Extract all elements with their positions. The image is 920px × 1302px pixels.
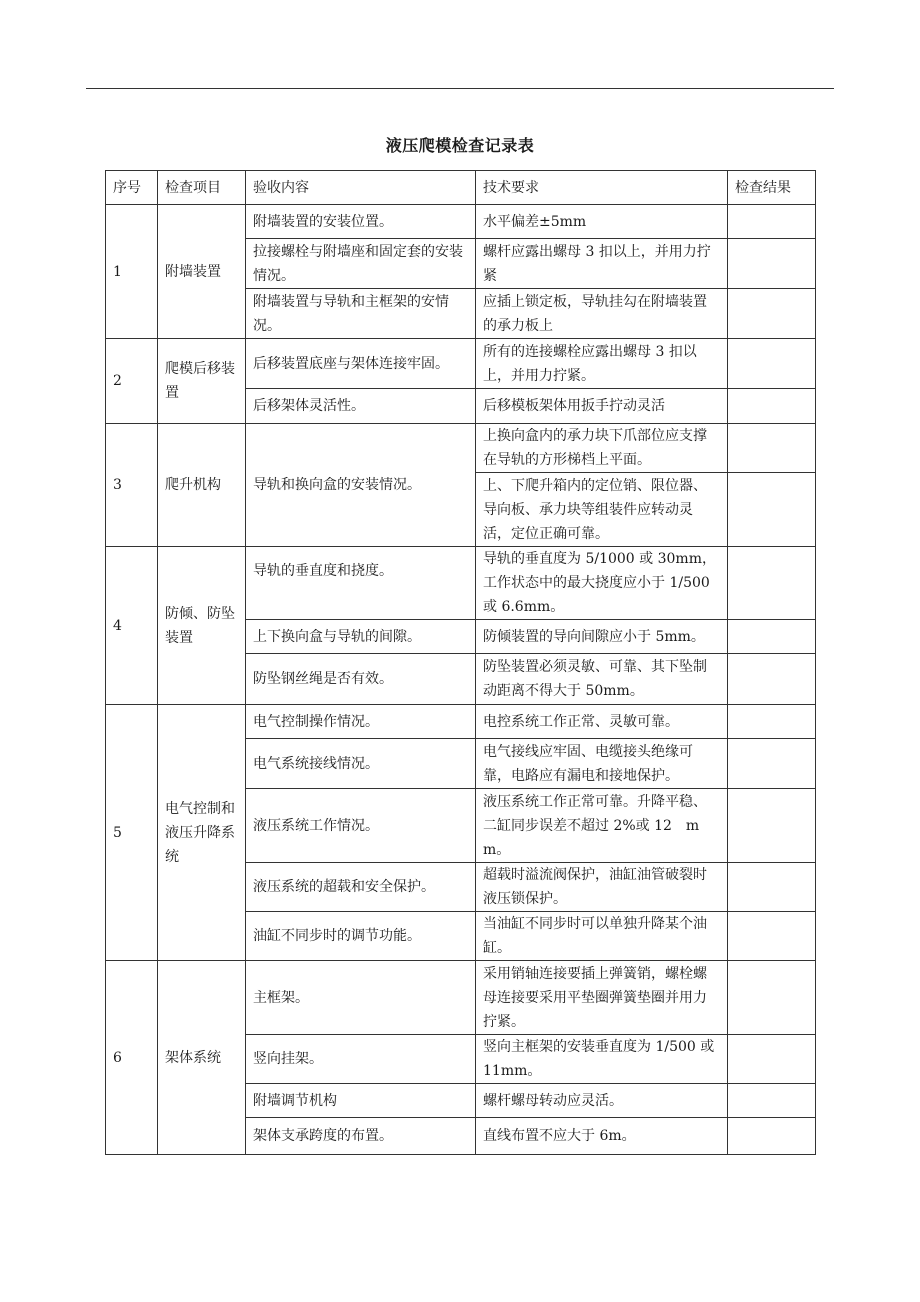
result-cell[interactable] <box>728 239 816 289</box>
result-cell[interactable] <box>728 705 816 739</box>
acceptance-content: 液压系统的超载和安全保护。 <box>246 863 476 912</box>
acceptance-content: 电气控制操作情况。 <box>246 705 476 739</box>
table-header-row <box>106 171 816 205</box>
row-number: 4 <box>106 547 158 705</box>
result-cell[interactable] <box>728 339 816 389</box>
technical-requirement: 超载时溢流阀保护，油缸油管破裂时液压锁保护。 <box>476 863 728 912</box>
acceptance-content: 后移架体灵活性。 <box>246 389 476 424</box>
acceptance-content: 油缸不同步时的调节功能。 <box>246 912 476 961</box>
result-cell[interactable] <box>728 1084 816 1118</box>
acceptance-content: 附墙调节机构 <box>246 1084 476 1118</box>
row-number: 5 <box>106 705 158 961</box>
document-title: 液压爬模检查记录表 <box>385 136 535 155</box>
inspection-category: 架体系统 <box>158 961 246 1155</box>
acceptance-content: 液压系统工作情况。 <box>246 789 476 863</box>
acceptance-content: 后移装置底座与架体连接牢固。 <box>246 339 476 389</box>
technical-requirement: 水平偏差±5mm <box>476 205 728 239</box>
table-row <box>106 547 816 620</box>
acceptance-content: 电气系统接线情况。 <box>246 739 476 789</box>
result-cell[interactable] <box>728 389 816 424</box>
technical-requirement: 螺杆螺母转动应灵活。 <box>476 1084 728 1118</box>
acceptance-content: 主框架。 <box>246 961 476 1035</box>
result-cell[interactable] <box>728 424 816 473</box>
header-result: 检查结果 <box>728 171 816 205</box>
inspection-category: 爬模后移装置 <box>158 339 246 424</box>
inspection-category: 电气控制和液压升降系统 <box>158 705 246 961</box>
result-cell[interactable] <box>728 1035 816 1084</box>
header-rule <box>86 88 834 89</box>
acceptance-content: 导轨的垂直度和挠度。 <box>246 547 476 620</box>
acceptance-content: 上下换向盒与导轨的间隙。 <box>246 620 476 654</box>
acceptance-content: 竖向挂架。 <box>246 1035 476 1084</box>
result-cell[interactable] <box>728 654 816 705</box>
result-cell[interactable] <box>728 863 816 912</box>
table-row <box>106 705 816 739</box>
row-number: 1 <box>106 205 158 339</box>
technical-requirement: 上换向盒内的承力块下爪部位应支撑在导轨的方形梯档上平面。 <box>476 424 728 473</box>
technical-requirement: 应插上锁定板，导轨挂勾在附墙装置的承力板上 <box>476 289 728 339</box>
result-cell[interactable] <box>728 620 816 654</box>
row-number: 3 <box>106 424 158 547</box>
inspection-record-table <box>105 170 816 1155</box>
result-cell[interactable] <box>728 739 816 789</box>
result-cell[interactable] <box>728 205 816 239</box>
acceptance-content: 附墙装置与导轨和主框架的安情况。 <box>246 289 476 339</box>
technical-requirement: 电气接线应牢固、电缆接头绝缘可靠，电路应有漏电和接地保护。 <box>476 739 728 789</box>
acceptance-content: 附墙装置的安装位置。 <box>246 205 476 239</box>
result-cell[interactable] <box>728 1118 816 1155</box>
acceptance-content: 拉接螺栓与附墙座和固定套的安装情况。 <box>246 239 476 289</box>
inspection-category: 防倾、防坠装置 <box>158 547 246 705</box>
header-content: 验收内容 <box>246 171 476 205</box>
table-row <box>106 961 816 1035</box>
technical-requirement: 后移模板架体用扳手拧动灵活 <box>476 389 728 424</box>
row-number: 2 <box>106 339 158 424</box>
acceptance-content: 防坠钢丝绳是否有效。 <box>246 654 476 705</box>
result-cell[interactable] <box>728 789 816 863</box>
technical-requirement: 当油缸不同步时可以单独升降某个油缸。 <box>476 912 728 961</box>
technical-requirement: 液压系统工作正常可靠。升降平稳、二缸同步误差不超过 2%或 12 mm。 <box>476 789 728 863</box>
result-cell[interactable] <box>728 473 816 547</box>
technical-requirement: 电控系统工作正常、灵敏可靠。 <box>476 705 728 739</box>
row-number: 6 <box>106 961 158 1155</box>
table-row <box>106 339 816 389</box>
inspection-category: 爬升机构 <box>158 424 246 547</box>
header-requirement: 技术要求 <box>476 171 728 205</box>
table-row <box>106 205 816 239</box>
acceptance-content: 架体支承跨度的布置。 <box>246 1118 476 1155</box>
inspection-category: 附墙装置 <box>158 205 246 339</box>
result-cell[interactable] <box>728 961 816 1035</box>
technical-requirement: 上、下爬升箱内的定位销、限位器、导向板、承力块等组装件应转动灵活，定位正确可靠。 <box>476 473 728 547</box>
header-no: 序号 <box>106 171 158 205</box>
technical-requirement: 螺杆应露出螺母 3 扣以上，并用力拧紧 <box>476 239 728 289</box>
technical-requirement: 直线布置不应大于 6m。 <box>476 1118 728 1155</box>
technical-requirement: 采用销轴连接要插上弹簧销，螺栓螺母连接要采用平垫圈弹簧垫圈并用力拧紧。 <box>476 961 728 1035</box>
result-cell[interactable] <box>728 547 816 620</box>
table-row <box>106 424 816 473</box>
technical-requirement: 导轨的垂直度为 5/1000 或 30mm，工作状态中的最大挠度应小于 1/500 或 6.6mm。 <box>476 547 728 620</box>
technical-requirement: 所有的连接螺栓应露出螺母 3 扣以上，并用力拧紧。 <box>476 339 728 389</box>
technical-requirement: 防坠装置必须灵敏、可靠、其下坠制动距离不得大于 50mm。 <box>476 654 728 705</box>
header-category: 检查项目 <box>158 171 246 205</box>
technical-requirement: 竖向主框架的安装垂直度为 1/500 或 11mm。 <box>476 1035 728 1084</box>
technical-requirement: 防倾装置的导向间隙应小于 5mm。 <box>476 620 728 654</box>
result-cell[interactable] <box>728 912 816 961</box>
result-cell[interactable] <box>728 289 816 339</box>
acceptance-content: 导轨和换向盒的安装情况。 <box>246 424 476 547</box>
